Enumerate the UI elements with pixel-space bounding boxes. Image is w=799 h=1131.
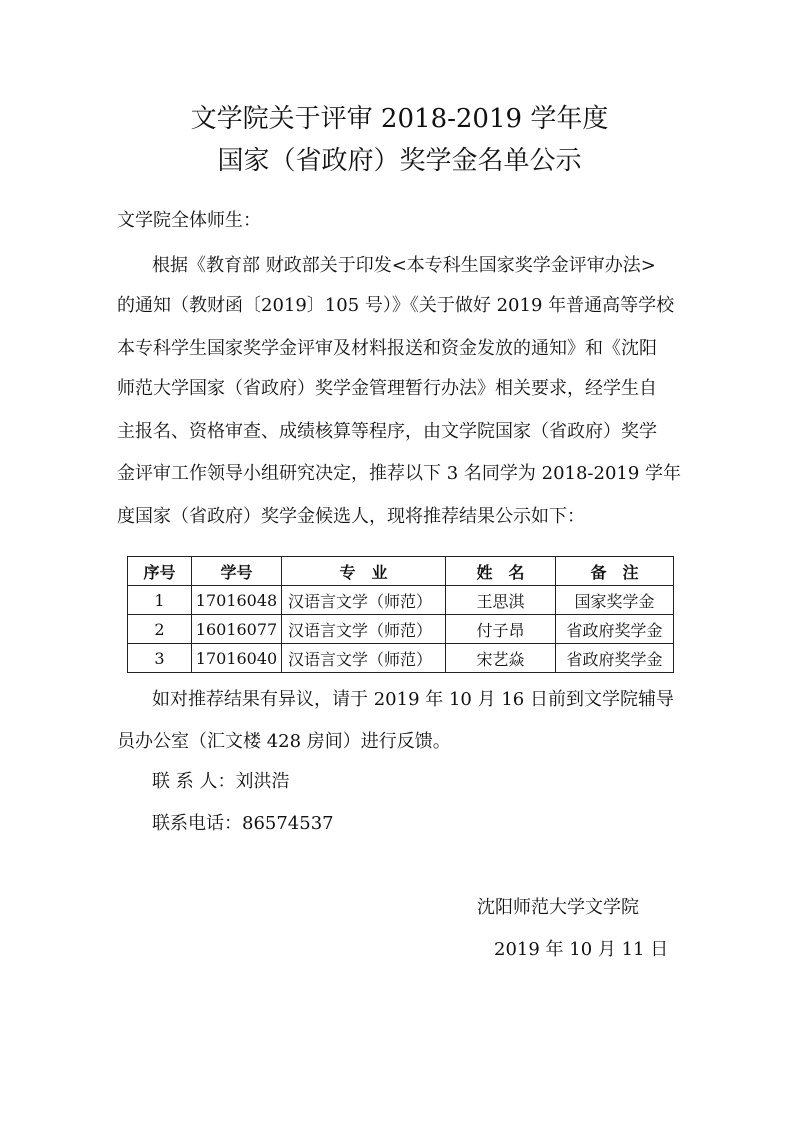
table-row (128, 644, 674, 673)
cell-remarks: 国家奖学金 (556, 586, 674, 615)
cell-student-id: 17016040 (192, 644, 282, 673)
table-row (128, 586, 674, 615)
document-title-line-2: 国家（省政府）奖学金名单公示 (217, 146, 582, 176)
paragraph-line: 师范大学国家（省政府）奖学金管理暂行办法》相关要求，经学生自 (117, 378, 657, 399)
cell-remarks: 省政府奖学金 (556, 615, 674, 644)
cell-student-id: 17016048 (192, 586, 282, 615)
table-header-row (128, 557, 674, 586)
paragraph-line: 员办公室（汇文楼 428 房间）进行反馈。 (117, 731, 451, 752)
paragraph-line: 根据《教育部 财政部关于印发<本专科生国家奖学金评审办法> (152, 255, 656, 276)
paragraph-line: 如对推荐结果有异议，请于 2019 年 10 月 16 日前到文学院辅导 (152, 689, 674, 710)
header-remarks: 备 注 (556, 557, 674, 586)
cell-remarks: 省政府奖学金 (556, 644, 674, 673)
header-major: 专 业 (282, 557, 446, 586)
cell-name: 宋艺焱 (446, 644, 556, 673)
paragraph-line: 度国家（省政府）奖学金候选人，现将推荐结果公示如下： (117, 506, 585, 527)
paragraph-line: 主报名、资格审查、成绩核算等程序，由文学院国家（省政府）奖学 (117, 421, 657, 442)
contact-person: 联 系 人：刘洪浩 (152, 771, 290, 792)
cell-index: 1 (128, 586, 192, 615)
cell-index: 3 (128, 644, 192, 673)
table-row (128, 615, 674, 644)
paragraph-line: 的通知（教财函〔2019〕105 号）》《关于做好 2019 年普通高等学校 (117, 295, 675, 316)
cell-major: 汉语言文学（师范） (282, 644, 446, 673)
paragraph-line: 金评审工作领导小组研究决定，推荐以下 3 名同学为 2018-2019 学年 (117, 463, 682, 484)
header-student-id: 学号 (192, 557, 282, 586)
cell-name: 付子昂 (446, 615, 556, 644)
header-index: 序号 (128, 557, 192, 586)
document-title-line-1: 文学院关于评审 2018-2019 学年度 (190, 104, 609, 134)
header-name: 姓 名 (446, 557, 556, 586)
cell-major: 汉语言文学（师范） (282, 615, 446, 644)
signature-organization: 沈阳师范大学文学院 (477, 897, 639, 918)
cell-index: 2 (128, 615, 192, 644)
cell-student-id: 16016077 (192, 615, 282, 644)
signature-date: 2019 年 10 月 11 日 (494, 939, 669, 960)
paragraph-line: 本专科学生国家奖学金评审及材料报送和资金发放的通知》和《沈阳 (117, 338, 657, 359)
contact-phone: 联系电话：86574537 (152, 813, 334, 834)
cell-name: 王思淇 (446, 586, 556, 615)
cell-major: 汉语言文学（师范） (282, 586, 446, 615)
candidate-table (127, 556, 674, 673)
salutation: 文学院全体师生： (117, 210, 261, 231)
